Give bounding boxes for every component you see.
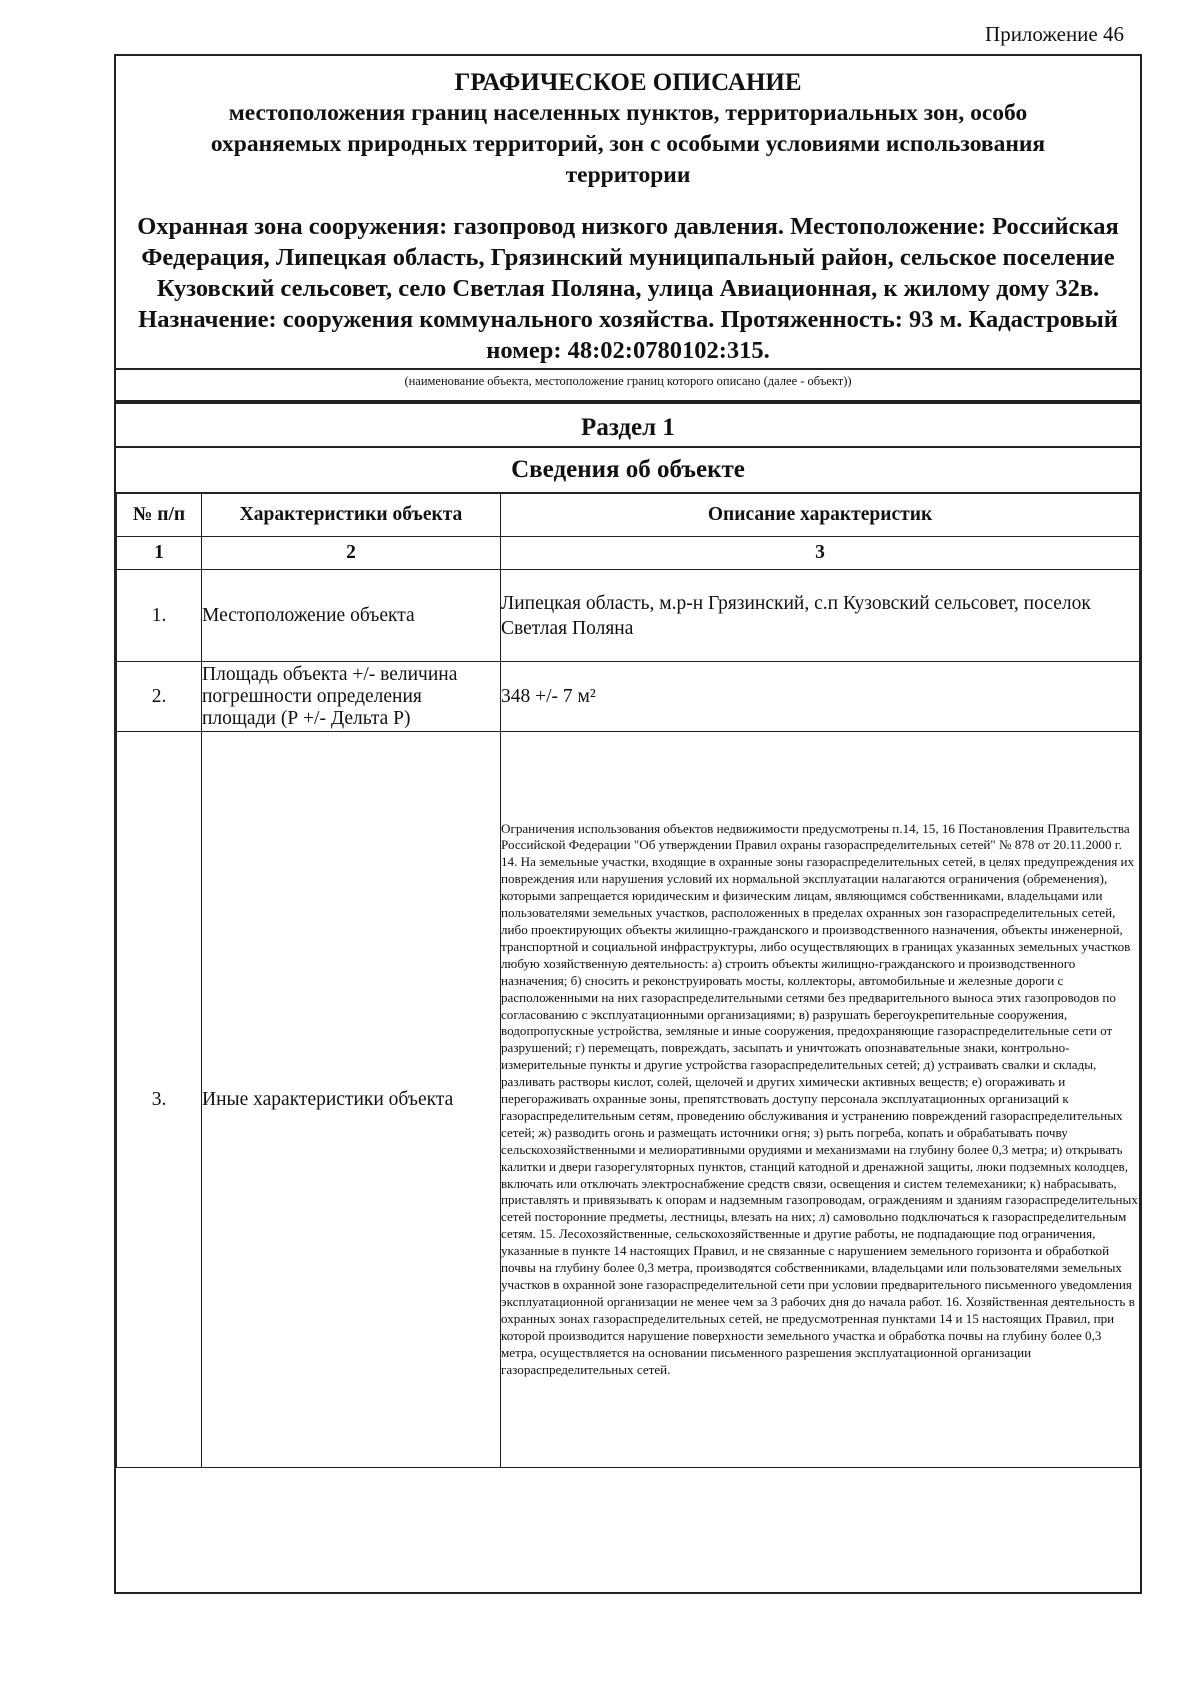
document-title: ГРАФИЧЕСКОЕ ОПИСАНИЕ <box>454 69 802 96</box>
row-number: 3. <box>117 732 202 1468</box>
row-characteristic: Площадь объекта +/- величина погрешности определения площади (Р +/- Дельта Р) <box>202 662 501 732</box>
object-caption: (наименование объекта, местоположение границ которого описано (далее - объект)) <box>116 368 1140 402</box>
row-characteristic: Иные характеристики объекта <box>202 732 501 1468</box>
document-subtitle: местоположения границ населенных пунктов, территориальных зон, особо охраняемых природных территорий, зон с особыми условиями использования территории <box>210 100 1046 188</box>
column-number: 2 <box>202 537 501 570</box>
table-row <box>117 732 1140 1468</box>
column-header-description: Описание характеристик <box>501 493 1140 537</box>
row-description: Липецкая область, м.р-н Грязинский, с.п Кузовский сельсовет, поселок Светлая Поляна <box>501 570 1140 662</box>
table-row <box>117 570 1140 662</box>
document-frame <box>114 54 1142 1594</box>
document-header <box>116 56 1140 370</box>
table-header-row <box>117 493 1140 537</box>
row-number: 1. <box>117 570 202 662</box>
section-number: Раздел 1 <box>116 402 1140 448</box>
column-header-characteristic: Характеристики объекта <box>202 493 501 537</box>
section-name: Сведения об объекте <box>116 446 1140 494</box>
table-row <box>117 662 1140 732</box>
column-header-number: № п/п <box>117 493 202 537</box>
appendix-label: Приложение 46 <box>985 22 1124 46</box>
column-number: 1 <box>117 537 202 570</box>
row-number: 2. <box>117 662 202 732</box>
row-description: Ограничения использования объектов недвижимости предусмотрены п.14, 15, 16 Постановления Правительства Российской Федерации "Об утверждении Правил охраны газораспределительных сетей" № 878 от 20.11.2000 г. 14. На земельные участки, входящие в охранные зоны газораспределительных сетей, в целях предупреждения их повреждения или нарушения условий их нормальной эксплуатации налагаются ограничения (обременения), которыми запрещается юридическим и физическим лицам, являющимся собственниками, владельцами или пользователями земельных участков, расположенных в пределах охранных зон газораспределительных сетей, либо проектирующих объекты жилищно-гражданского и производственного назначения, объекты инженерной, транспортной и социальной инфраструктуры, либо осуществляющих в границах указанных земельных участков любую хозяйственную деятельность: а) строить объекты жилищно-гражданского и производственного назначения; б) сносить и реконструировать мосты, коллекторы, автомобильные и железные дороги с расположенными на них газораспределительными сетями без предварительного выноса этих газопроводов по согласованию с эксплуатационными организациями; в) разрушать берегоукрепительные сооружения, водопропускные устройства, земляные и иные сооружения, предохраняющие газораспределительные сети от разрушений; г) перемещать, повреждать, засыпать и уничтожать опознавательные знаки, контрольно-измерительные пункты и другие устройства газораспределительных сетей; д) устраивать свалки и склады, разливать растворы кислот, солей, щелочей и других химически активных веществ; е) огораживать и перегораживать охранные зоны, препятствовать доступу персонала эксплуатационных организаций к газораспределительным сетям, проведению обслуживания и устранению повреждений газораспределительных сетей; ж) разводить огонь и размещать источники огня; з) рыть погреба, копать и обрабатывать почву сельскохозяйственными и мелиоративными орудиями и механизмами на глубину более 0,3 метра; и) открывать калитки и двери газорегуляторных пунктов, станций катодной и дренажной защиты, люки подземных колодцев, включать или отключать электроснабжение средств связи, освещения и систем телемеханики; к) набрасывать, приставлять и привязывать к опорам и надземным газопроводам, ограждениям и зданиям газораспределительных сетей посторонние предметы, лестницы, влезать на них; л) самовольно подключаться к газораспределительным сетям. 15. Лесохозяйственные, сельскохозяйственные и другие работы, не подпадающие под ограничения, указанные в пункте 14 настоящих Правил, и не связанные с нарушением земельного горизонта и обработкой почвы на глубину более 0,3 метра, производятся собственниками, владельцами или пользователями земельных участков в охранной зоне газораспределительной сети при условии предварительного письменного уведомления эксплуатационной организации не менее чем за 3 рабочих дня до начала работ. 16. Хозяйственная деятельность в охранных зонах газораспределительных сетей, не предусмотренная пунктами 14 и 15 настоящих Правил, при которой производится нарушение поверхности земельного участка и обработка почвы на глубину более 0,3 метра, осуществляется на основании письменного разрешения эксплуатационной организации газораспределительных сетей. <box>501 732 1140 1468</box>
column-number-row <box>117 537 1140 570</box>
object-name: Охранная зона сооружения: газопровод низкого давления. Местоположение: Российская Федерация, Липецкая область, Грязинский муниципальный район, сельское поселение Кузовский сельсовет, село Светлая Поляна, улица Авиационная, к жилому дому 32в. Назначение: сооружения коммунального хозяйства. Протяженность: 93 м. Кадастровый номер: 48:02:0780102:315. <box>137 213 1119 364</box>
row-description: 348 +/- 7 м² <box>501 662 1140 732</box>
object-info-table <box>116 492 1140 1468</box>
row-characteristic: Местоположение объекта <box>202 570 501 662</box>
column-number: 3 <box>501 537 1140 570</box>
